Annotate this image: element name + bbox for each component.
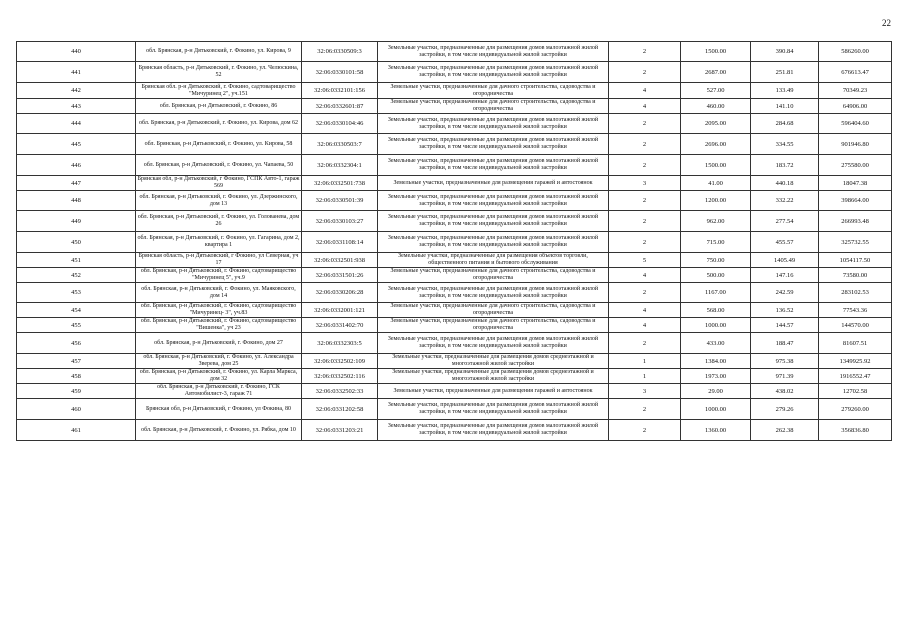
address-cell: Брянская обл, р-н Дятьковский, г Фокино, ул Фокина, 80 (136, 399, 302, 420)
cadastral-number-cell: 32:06:0332502:33 (302, 384, 378, 399)
land-use-cell: Земельные участки, предназначенные для размещения гаражей и автостоянок (378, 384, 609, 399)
specific-value-cell: 133.49 (751, 83, 819, 99)
row-number-cell: 453 (17, 283, 136, 303)
group-cell: 2 (609, 155, 681, 176)
area-cell: 527.00 (681, 83, 751, 99)
land-use-cell: Земельные участки, предназначенные для размещения домов малоэтажной жилой застройки, в том числе индивидуальной жилой застройки (378, 211, 609, 232)
land-use-cell: Земельные участки, предназначенные для дачного строительства, садоводства и огородничества (378, 303, 609, 318)
table-row (17, 191, 892, 211)
table-row (17, 303, 892, 318)
group-cell: 1 (609, 354, 681, 369)
specific-value-cell: 242.59 (751, 283, 819, 303)
area-cell: 1500.00 (681, 155, 751, 176)
cadastral-value-cell: 283102.53 (819, 283, 892, 303)
row-number-cell: 459 (17, 384, 136, 399)
cadastral-value-cell: 64906.00 (819, 99, 892, 114)
cadastral-value-cell: 77543.36 (819, 303, 892, 318)
specific-value-cell: 251.81 (751, 62, 819, 83)
group-cell: 2 (609, 333, 681, 354)
area-cell: 460.00 (681, 99, 751, 114)
table-row (17, 354, 892, 369)
area-cell: 750.00 (681, 253, 751, 268)
cadastral-number-cell: 32:06:0332502:116 (302, 369, 378, 384)
row-number-cell: 447 (17, 176, 136, 191)
land-use-cell: Земельные участки, предназначенные для размещения домов малоэтажной жилой застройки, в том числе индивидуальной жилой застройки (378, 42, 609, 62)
address-cell: обл. Брянская, р-н Дятьковский, г. Фокино, ул. Голованева, дом 26 (136, 211, 302, 232)
address-cell: обл. Брянская, р-н Дятьковский, г. Фокино, ул. Кирова, 9 (136, 42, 302, 62)
address-cell: обл. Брянская, р-н Дятьковский, г. Фокино, ГСК Автомобилист-3, гараж 71 (136, 384, 302, 399)
cadastral-value-cell: 18047.38 (819, 176, 892, 191)
cadastral-value-cell: 279260.00 (819, 399, 892, 420)
cadastral-number-cell: 32:06:0331108:14 (302, 232, 378, 253)
table-row (17, 333, 892, 354)
cadastral-value-cell: 596404.60 (819, 114, 892, 134)
land-use-cell: Земельные участки, предназначенные для размещения домов малоэтажной жилой застройки, в том числе индивидуальной жилой застройки (378, 134, 609, 155)
area-cell: 962.00 (681, 211, 751, 232)
table-row (17, 42, 892, 62)
specific-value-cell: 971.39 (751, 369, 819, 384)
land-use-cell: Земельные участки, предназначенные для размещения домов малоэтажной жилой застройки, в том числе индивидуальной жилой застройки (378, 420, 609, 441)
cadastral-value-cell: 586260.00 (819, 42, 892, 62)
area-cell: 1000.00 (681, 318, 751, 333)
cadastral-number-cell: 32:06:0330103:27 (302, 211, 378, 232)
table-row (17, 369, 892, 384)
row-number-cell: 454 (17, 303, 136, 318)
specific-value-cell: 141.10 (751, 99, 819, 114)
cadastral-number-cell: 32:06:0332303:5 (302, 333, 378, 354)
area-cell: 1000.00 (681, 399, 751, 420)
group-cell: 4 (609, 268, 681, 283)
page-number: 22 (882, 18, 891, 28)
row-number-cell: 449 (17, 211, 136, 232)
row-number-cell: 452 (17, 268, 136, 283)
area-cell: 1167.00 (681, 283, 751, 303)
land-use-cell: Земельные участки, предназначенные для размещения объектов торговли, общественного питания и бытового обслуживания (378, 253, 609, 268)
address-cell: Брянская область, р-н Дятьковский, г Фокино, ул Северная, уч 17 (136, 253, 302, 268)
land-use-cell: Земельные участки, предназначенные для размещения домов среднеэтажной и многоэтажной жилой застройки (378, 354, 609, 369)
land-use-cell: Земельные участки, предназначенные для размещения домов малоэтажной жилой застройки, в том числе индивидуальной жилой застройки (378, 62, 609, 83)
address-cell: обл. Брянская, р-н Дятьковский, г. Фокино, садтоварищество "Мичуринец 5", уч.9 (136, 268, 302, 283)
address-cell: обл. Брянская, р-н Дятьковский, г. Фокино, ул. Александра Зверева, дом 25 (136, 354, 302, 369)
specific-value-cell: 455.57 (751, 232, 819, 253)
group-cell: 2 (609, 62, 681, 83)
area-cell: 41.00 (681, 176, 751, 191)
address-cell: обл. Брянская, р-н Дятьковский, г. Фокино, 86 (136, 99, 302, 114)
address-cell: обл. Брянская, р-н Дятьковский, г. Фокино, ул. Гагарина, дом 2, квартира 1 (136, 232, 302, 253)
cadastral-number-cell: 32:06:0332501:738 (302, 176, 378, 191)
specific-value-cell: 188.47 (751, 333, 819, 354)
land-use-cell: Земельные участки, предназначенные для дачного строительства, садоводства и огородничества (378, 99, 609, 114)
cadastral-number-cell: 32:06:0332101:156 (302, 83, 378, 99)
area-cell: 1500.00 (681, 42, 751, 62)
row-number-cell: 448 (17, 191, 136, 211)
group-cell: 4 (609, 83, 681, 99)
cadastral-value-cell: 676613.47 (819, 62, 892, 83)
table-row (17, 283, 892, 303)
cadastral-number-cell: 32:06:0332502:109 (302, 354, 378, 369)
table-row (17, 134, 892, 155)
specific-value-cell: 147.16 (751, 268, 819, 283)
table-row (17, 62, 892, 83)
cadastral-value-cell: 1054117.50 (819, 253, 892, 268)
cadastral-number-cell: 32:06:0330206:28 (302, 283, 378, 303)
group-cell: 2 (609, 420, 681, 441)
specific-value-cell: 277.54 (751, 211, 819, 232)
cadastral-number-cell: 32:06:0332601:87 (302, 99, 378, 114)
cadastral-number-cell: 32:06:0330503:7 (302, 134, 378, 155)
cadastral-number-cell: 32:06:0331203:21 (302, 420, 378, 441)
cadastral-number-cell: 32:06:0332501:938 (302, 253, 378, 268)
area-cell: 1384.00 (681, 354, 751, 369)
cadastral-value-cell: 398664.00 (819, 191, 892, 211)
cadastral-value-cell: 356836.80 (819, 420, 892, 441)
cadastral-number-cell: 32:06:0330104:46 (302, 114, 378, 134)
specific-value-cell: 284.68 (751, 114, 819, 134)
specific-value-cell: 438.02 (751, 384, 819, 399)
address-cell: Брянская обл, р-н Дятьковский, г Фокино, ГСПК Авто-1, гараж 569 (136, 176, 302, 191)
row-number-cell: 442 (17, 83, 136, 99)
specific-value-cell: 332.22 (751, 191, 819, 211)
land-use-cell: Земельные участки, предназначенные для размещения домов малоэтажной жилой застройки, в том числе индивидуальной жилой застройки (378, 232, 609, 253)
specific-value-cell: 440.18 (751, 176, 819, 191)
row-number-cell: 450 (17, 232, 136, 253)
cadastral-value-cell: 12702.58 (819, 384, 892, 399)
table-row (17, 83, 892, 99)
group-cell: 2 (609, 42, 681, 62)
cadastral-value-cell: 73580.00 (819, 268, 892, 283)
table-row (17, 253, 892, 268)
table-row (17, 384, 892, 399)
cadastral-value-cell: 266993.48 (819, 211, 892, 232)
table-row (17, 420, 892, 441)
land-use-cell: Земельные участки, предназначенные для размещения домов малоэтажной жилой застройки, в том числе индивидуальной жилой застройки (378, 155, 609, 176)
row-number-cell: 456 (17, 333, 136, 354)
group-cell: 3 (609, 384, 681, 399)
land-use-cell: Земельные участки, предназначенные для дачного строительства, садоводства и огородничества (378, 83, 609, 99)
area-cell: 433.00 (681, 333, 751, 354)
cadastral-number-cell: 32:06:0330509:3 (302, 42, 378, 62)
land-use-cell: Земельные участки, предназначенные для размещения домов малоэтажной жилой застройки, в том числе индивидуальной жилой застройки (378, 191, 609, 211)
group-cell: 2 (609, 114, 681, 134)
specific-value-cell: 390.84 (751, 42, 819, 62)
group-cell: 2 (609, 399, 681, 420)
area-cell: 500.00 (681, 268, 751, 283)
table-row (17, 399, 892, 420)
land-use-cell: Земельные участки, предназначенные для дачного строительства, садоводства и огородничества (378, 318, 609, 333)
group-cell: 4 (609, 318, 681, 333)
row-number-cell: 441 (17, 62, 136, 83)
address-cell: обл. Брянская, р-н Дятьковский, г. Фокино, ул. Карла Маркса, дом 32 (136, 369, 302, 384)
table-row (17, 211, 892, 232)
area-cell: 1360.00 (681, 420, 751, 441)
area-cell: 2095.00 (681, 114, 751, 134)
group-cell: 4 (609, 303, 681, 318)
group-cell: 2 (609, 232, 681, 253)
specific-value-cell: 334.55 (751, 134, 819, 155)
group-cell: 2 (609, 211, 681, 232)
cadastral-number-cell: 32:06:0332304:1 (302, 155, 378, 176)
land-use-cell: Земельные участки, предназначенные для размещения домов малоэтажной жилой застройки, в том числе индивидуальной жилой застройки (378, 283, 609, 303)
address-cell: обл. Брянская, р-н Дятьковский, г. Фокино, ул. Дзержинского, дом 13 (136, 191, 302, 211)
land-use-cell: Земельные участки, предназначенные для размещения домов малоэтажной жилой застройки, в том числе индивидуальной жилой застройки (378, 399, 609, 420)
cadastral-value-cell: 70349.23 (819, 83, 892, 99)
area-cell: 1973.00 (681, 369, 751, 384)
address-cell: обл. Брянская, р-н Дятьковский, г. Фокино, ул. Кирова, 58 (136, 134, 302, 155)
table-body (17, 42, 892, 441)
cadastral-number-cell: 32:06:0331202:58 (302, 399, 378, 420)
area-cell: 29.00 (681, 384, 751, 399)
address-cell: обл. Брянская, р-н Дятьковский, г. Фокино, ул. Чапаева, 50 (136, 155, 302, 176)
area-cell: 568.00 (681, 303, 751, 318)
row-number-cell: 443 (17, 99, 136, 114)
address-cell: Брянская обл. р-н Дятьковский, г. Фокино, садтоварищество "Мичуринец 2", уч.151 (136, 83, 302, 99)
table-row (17, 268, 892, 283)
specific-value-cell: 183.72 (751, 155, 819, 176)
group-cell: 2 (609, 191, 681, 211)
row-number-cell: 455 (17, 318, 136, 333)
cadastral-number-cell: 32:06:0331501:26 (302, 268, 378, 283)
land-valuation-table (16, 41, 892, 441)
address-cell: обл. Брянская, р-н Дятьковский, г. Фокино, садтоварищество "Мичуринец- 3", уч.83 (136, 303, 302, 318)
row-number-cell: 446 (17, 155, 136, 176)
specific-value-cell: 262.38 (751, 420, 819, 441)
table-row (17, 99, 892, 114)
table-row (17, 176, 892, 191)
group-cell: 3 (609, 176, 681, 191)
table-row (17, 155, 892, 176)
address-cell: обл. Брянская, р-н Дятьковский, г. Фокино, дом 27 (136, 333, 302, 354)
address-cell: Брянская область, р-н Дятьковский, г. Фокино, ул. Челюскина, 52 (136, 62, 302, 83)
area-cell: 2696.00 (681, 134, 751, 155)
specific-value-cell: 1405.49 (751, 253, 819, 268)
row-number-cell: 445 (17, 134, 136, 155)
cadastral-value-cell: 144570.00 (819, 318, 892, 333)
land-use-cell: Земельные участки, предназначенные для дачного строительства, садоводства и огородничества (378, 268, 609, 283)
land-use-cell: Земельные участки, предназначенные для размещения гаражей и автостоянок (378, 176, 609, 191)
address-cell: обл. Брянская, р-н Дятьковский, г. Фокино, ул. Рябка, дом 10 (136, 420, 302, 441)
land-use-cell: Земельные участки, предназначенные для размещения домов среднеэтажной и многоэтажной жилой застройки (378, 369, 609, 384)
cadastral-number-cell: 32:06:0330501:39 (302, 191, 378, 211)
cadastral-value-cell: 325732.55 (819, 232, 892, 253)
cadastral-number-cell: 32:06:0332001:121 (302, 303, 378, 318)
land-use-cell: Земельные участки, предназначенные для размещения домов малоэтажной жилой застройки, в том числе индивидуальной жилой застройки (378, 114, 609, 134)
table-row (17, 318, 892, 333)
table-row (17, 114, 892, 134)
table-row (17, 232, 892, 253)
row-number-cell: 440 (17, 42, 136, 62)
cadastral-value-cell: 901946.80 (819, 134, 892, 155)
specific-value-cell: 144.57 (751, 318, 819, 333)
specific-value-cell: 279.26 (751, 399, 819, 420)
group-cell: 5 (609, 253, 681, 268)
row-number-cell: 461 (17, 420, 136, 441)
group-cell: 1 (609, 369, 681, 384)
row-number-cell: 460 (17, 399, 136, 420)
row-number-cell: 458 (17, 369, 136, 384)
group-cell: 4 (609, 99, 681, 114)
cadastral-value-cell: 1349925.92 (819, 354, 892, 369)
specific-value-cell: 136.52 (751, 303, 819, 318)
address-cell: обл. Брянская, р-н Дятьковский, г. Фокино, садтоварищество "Вишенка", уч 23 (136, 318, 302, 333)
cadastral-value-cell: 1916552.47 (819, 369, 892, 384)
area-cell: 2687.00 (681, 62, 751, 83)
cadastral-value-cell: 81607.51 (819, 333, 892, 354)
address-cell: обл. Брянская, р-н Дятьковский, г. Фокино, ул. Маяковского, дом 14 (136, 283, 302, 303)
row-number-cell: 451 (17, 253, 136, 268)
cadastral-value-cell: 275580.00 (819, 155, 892, 176)
area-cell: 1200.00 (681, 191, 751, 211)
specific-value-cell: 975.38 (751, 354, 819, 369)
row-number-cell: 457 (17, 354, 136, 369)
land-use-cell: Земельные участки, предназначенные для размещения домов малоэтажной жилой застройки, в том числе индивидуальной жилой застройки (378, 333, 609, 354)
group-cell: 2 (609, 283, 681, 303)
cadastral-number-cell: 32:06:0331402:70 (302, 318, 378, 333)
row-number-cell: 444 (17, 114, 136, 134)
cadastral-number-cell: 32:06:0330101:58 (302, 62, 378, 83)
address-cell: обл. Брянская, р-н Дятьковский, г. Фокино, ул. Кирова, дом 62 (136, 114, 302, 134)
area-cell: 715.00 (681, 232, 751, 253)
group-cell: 2 (609, 134, 681, 155)
